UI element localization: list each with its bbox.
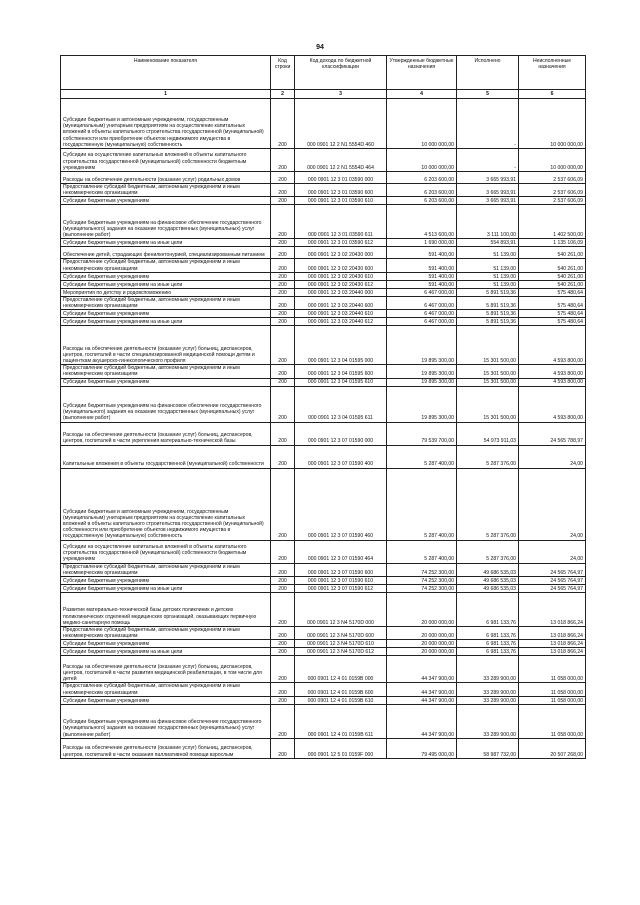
row-approved: 20 000 000,00 <box>387 593 457 627</box>
table-row <box>61 239 586 247</box>
row-name: Субсидии бюджетным учреждениям <box>61 310 271 318</box>
row-classification: 000 0901 12 4 01 0159B 611 <box>295 704 387 738</box>
column-number: 2 <box>271 90 295 99</box>
row-unexecuted: 2 537 606,09 <box>519 197 586 205</box>
row-code: 200 <box>271 704 295 738</box>
table-row <box>61 593 586 627</box>
row-code: 200 <box>271 310 295 318</box>
table-header-row <box>61 56 586 90</box>
row-approved: 6 467 000,00 <box>387 288 457 296</box>
row-code: 200 <box>271 563 295 576</box>
row-code: 200 <box>271 99 295 149</box>
column-number: 6 <box>519 90 586 99</box>
row-classification: 000 0901 12 3 02 20430 612 <box>295 280 387 288</box>
table-row <box>61 184 586 197</box>
row-name: Расходы на обеспечение деятельности (оказание услуг) больниц, диспансеров, центров, госпиталей в части развития медицинской реабилитации, в том числе для детей <box>61 656 271 683</box>
header-unexecuted: Неисполненные назначения <box>519 56 586 90</box>
row-unexecuted: 13 018 866,24 <box>519 640 586 648</box>
row-approved: 1 690 000,00 <box>387 239 457 247</box>
row-executed: 51 139,00 <box>457 259 519 272</box>
page-number: 94 <box>316 44 324 51</box>
row-classification: 000 0901 12 3 03 20440 610 <box>295 310 387 318</box>
row-unexecuted: 4 593 800,00 <box>519 386 586 422</box>
row-classification: 000 0901 12 3 01 03590 612 <box>295 239 387 247</box>
row-executed: 5 891 519,36 <box>457 296 519 309</box>
table-row <box>61 683 586 696</box>
table-row <box>61 704 586 738</box>
row-code: 200 <box>271 318 295 326</box>
row-unexecuted: 24,00 <box>519 468 586 540</box>
row-unexecuted: 1 135 106,09 <box>519 239 586 247</box>
row-executed: 6 981 133,76 <box>457 648 519 656</box>
row-name: Субсидии бюджетным и автономным учреждениям, государственным (муниципальным) унитарным предприятиям на осуществление капитальных вложений в объекты капитального строительства государственной (муниципальной) собственности или приобретение объектов недвижимого имущества в государственную (муниципальную) собственность <box>61 468 271 540</box>
row-code: 200 <box>271 540 295 563</box>
row-classification: 000 0901 12 3 04 01595 600 <box>295 365 387 378</box>
row-approved: 5 287 400,00 <box>387 445 457 468</box>
row-executed: 33 289 900,00 <box>457 656 519 683</box>
row-approved: 74 252 300,00 <box>387 563 457 576</box>
row-unexecuted: 11 058 000,00 <box>519 704 586 738</box>
row-code: 200 <box>271 738 295 758</box>
table-row <box>61 378 586 386</box>
row-executed: 3 665 993,91 <box>457 184 519 197</box>
row-classification: 000 0901 12 3 03 20440 000 <box>295 288 387 296</box>
row-name: Субсидии бюджетным учреждениям на иные цели <box>61 648 271 656</box>
row-code: 200 <box>271 648 295 656</box>
table-row <box>61 99 586 149</box>
row-unexecuted: 24 565 788,97 <box>519 422 586 445</box>
table-row <box>61 197 586 205</box>
row-name: Предоставление субсидий бюджетным, автономным учреждениям и иным некоммерческим организациям <box>61 296 271 309</box>
row-classification: 000 0901 12 3 07 01590 464 <box>295 540 387 563</box>
table-row <box>61 310 586 318</box>
table-row <box>61 296 586 309</box>
row-unexecuted: 2 537 606,09 <box>519 172 586 184</box>
row-executed: 15 301 500,00 <box>457 365 519 378</box>
row-executed: 3 665 993,91 <box>457 172 519 184</box>
row-unexecuted: 24 565 764,97 <box>519 577 586 585</box>
row-name: Субсидии бюджетным и автономным учреждениям, государственным (муниципальным) унитарным предприятиям на осуществление капитальных вложений в объекты капитального строительства государственной (муниципальной) собственности или приобретение объектов недвижимого имущества в государственную (муниципальную) собственность <box>61 99 271 149</box>
row-classification: 000 0901 12 5 01 0159F 000 <box>295 738 387 758</box>
row-classification: 000 0901 12 3 04 01595 610 <box>295 378 387 386</box>
table-row <box>61 696 586 704</box>
table-row <box>61 563 586 576</box>
row-approved: 591 400,00 <box>387 247 457 259</box>
row-code: 200 <box>271 149 295 172</box>
row-unexecuted: 540 261,00 <box>519 280 586 288</box>
row-code: 200 <box>271 239 295 247</box>
table-row <box>61 540 586 563</box>
row-approved: 6 467 000,00 <box>387 318 457 326</box>
row-unexecuted: 575 480,64 <box>519 288 586 296</box>
row-code: 200 <box>271 577 295 585</box>
row-executed: 6 981 133,76 <box>457 640 519 648</box>
table-row <box>61 280 586 288</box>
row-code: 200 <box>271 197 295 205</box>
row-approved: 44 347 900,00 <box>387 696 457 704</box>
row-unexecuted: 575 480,64 <box>519 296 586 309</box>
row-name: Субсидии на осуществление капитальных вложений в объекты капитального строительства государственной (муниципальной) собственности бюджетным учреждениям <box>61 540 271 563</box>
row-code: 200 <box>271 422 295 445</box>
row-unexecuted: 24,00 <box>519 445 586 468</box>
header-executed: Исполнено <box>457 56 519 90</box>
row-name: Капитальные вложения в объекты государственной (муниципальной) собственности <box>61 445 271 468</box>
row-approved: 591 400,00 <box>387 259 457 272</box>
row-approved: 591 400,00 <box>387 272 457 280</box>
table-row <box>61 172 586 184</box>
row-code: 200 <box>271 656 295 683</box>
row-unexecuted: 20 507 268,00 <box>519 738 586 758</box>
column-number: 4 <box>387 90 457 99</box>
row-name: Расходы на обеспечение деятельности (оказание услуг) родильных домов <box>61 172 271 184</box>
table-body <box>61 99 586 759</box>
table-row <box>61 627 586 640</box>
row-approved: 74 252 300,00 <box>387 577 457 585</box>
row-unexecuted: 575 480,64 <box>519 318 586 326</box>
row-unexecuted: 13 018 866,24 <box>519 593 586 627</box>
row-approved: 79 539 700,00 <box>387 422 457 445</box>
row-code: 200 <box>271 627 295 640</box>
table-row <box>61 422 586 445</box>
row-code: 200 <box>271 468 295 540</box>
table-row <box>61 386 586 422</box>
row-approved: 5 287 400,00 <box>387 540 457 563</box>
row-name: Расходы на обеспечение деятельности (оказание услуг) больниц, диспансеров, центров, госпиталей в части специализированной медицинской помощи детям и пациенткам акушерско-гинекологического профиля <box>61 326 271 365</box>
row-name: Субсидии бюджетным учреждениям на иные цели <box>61 585 271 593</box>
row-approved: 591 400,00 <box>387 280 457 288</box>
row-executed: 554 893,91 <box>457 239 519 247</box>
row-approved: 10 000 000,00 <box>387 149 457 172</box>
table-row <box>61 738 586 758</box>
row-name: Субсидии бюджетным учреждениям на финансовое обеспечение государственного (муниципального) задания на оказание государственных (муниципальных) услуг (выполнение работ) <box>61 704 271 738</box>
row-name: Субсидии бюджетным учреждениям <box>61 272 271 280</box>
row-unexecuted: 13 018 866,24 <box>519 627 586 640</box>
row-name: Предоставление субсидий бюджетным, автономным учреждениям и иным некоммерческим организациям <box>61 184 271 197</box>
row-classification: 000 0901 12 4 01 0159B 000 <box>295 656 387 683</box>
row-classification: 000 0901 12 3 03 20440 600 <box>295 296 387 309</box>
row-name: Субсидии бюджетным учреждениям на финансовое обеспечение государственного (муниципального) задания на оказание государственных (муниципальных) услуг (выполнение работ) <box>61 205 271 239</box>
row-unexecuted: 24,00 <box>519 540 586 563</box>
row-approved: 79 495 000,00 <box>387 738 457 758</box>
row-approved: 20 000 000,00 <box>387 627 457 640</box>
row-name: Субсидии бюджетным учреждениям <box>61 640 271 648</box>
row-code: 200 <box>271 296 295 309</box>
row-unexecuted: 10 000 000,00 <box>519 149 586 172</box>
header-name: Наименование показателя <box>61 56 271 90</box>
row-executed: 54 973 911,03 <box>457 422 519 445</box>
row-executed: 5 287 376,00 <box>457 468 519 540</box>
row-name: Предоставление субсидий бюджетным, автономным учреждениям и иным некоммерческим организациям <box>61 683 271 696</box>
row-executed: - <box>457 99 519 149</box>
budget-execution-table <box>60 55 586 759</box>
table-row <box>61 648 586 656</box>
table-row <box>61 272 586 280</box>
row-approved: 20 000 000,00 <box>387 640 457 648</box>
row-executed: 51 139,00 <box>457 247 519 259</box>
row-unexecuted: 4 593 800,00 <box>519 326 586 365</box>
row-classification: 000 0901 12 3 N4 5170D 000 <box>295 593 387 627</box>
row-classification: 000 0901 12 3 02 20430 000 <box>295 247 387 259</box>
row-unexecuted: 540 261,00 <box>519 259 586 272</box>
row-classification: 000 0901 12 2 N1 5554D 460 <box>295 99 387 149</box>
row-executed: 15 301 500,00 <box>457 378 519 386</box>
row-unexecuted: 24 565 764,97 <box>519 585 586 593</box>
column-number: 3 <box>295 90 387 99</box>
row-name: Предоставление субсидий бюджетным, автономным учреждениям и иным некоммерческим организациям <box>61 563 271 576</box>
row-unexecuted: 540 261,00 <box>519 272 586 280</box>
table-row <box>61 656 586 683</box>
row-approved: 5 287 400,00 <box>387 468 457 540</box>
row-code: 200 <box>271 184 295 197</box>
row-name: Развитие материально-технической базы детских поликлиник и детских поликлинических отделений медицинских организаций, оказывающих первичную медико-санитарную помощь <box>61 593 271 627</box>
row-classification: 000 0901 12 3 N4 5170D 610 <box>295 640 387 648</box>
row-executed: 15 301 500,00 <box>457 386 519 422</box>
row-classification: 000 0901 12 3 01 03590 000 <box>295 172 387 184</box>
row-unexecuted: 540 261,00 <box>519 247 586 259</box>
row-code: 200 <box>271 365 295 378</box>
row-classification: 000 0901 12 4 01 0159B 600 <box>295 683 387 696</box>
row-code: 200 <box>271 326 295 365</box>
row-approved: 10 000 000,00 <box>387 99 457 149</box>
row-classification: 000 0901 12 3 03 20440 612 <box>295 318 387 326</box>
row-unexecuted: 1 402 500,00 <box>519 205 586 239</box>
row-code: 200 <box>271 172 295 184</box>
column-number: 1 <box>61 90 271 99</box>
row-name: Субсидии бюджетным учреждениям <box>61 197 271 205</box>
row-classification: 000 0901 12 3 01 03590 600 <box>295 184 387 197</box>
row-classification: 000 0901 12 3 04 01595 000 <box>295 326 387 365</box>
row-unexecuted: 24 565 764,97 <box>519 563 586 576</box>
row-code: 200 <box>271 696 295 704</box>
row-classification: 000 0901 12 3 01 03590 611 <box>295 205 387 239</box>
row-unexecuted: 11 058 000,00 <box>519 683 586 696</box>
header-approved: Утвержденные бюджетные назначения <box>387 56 457 90</box>
row-executed: 49 686 535,03 <box>457 563 519 576</box>
row-name: Субсидии бюджетным учреждениям на иные цели <box>61 318 271 326</box>
row-approved: 19 895 300,00 <box>387 326 457 365</box>
row-approved: 19 895 300,00 <box>387 378 457 386</box>
row-classification: 000 0901 12 3 07 01590 612 <box>295 585 387 593</box>
row-approved: 6 467 000,00 <box>387 296 457 309</box>
header-classification: Код дохода по бюджетной классификации <box>295 56 387 90</box>
row-name: Мероприятия по детству и родовспоможению <box>61 288 271 296</box>
row-code: 200 <box>271 378 295 386</box>
table-row <box>61 577 586 585</box>
row-code: 200 <box>271 280 295 288</box>
row-executed: 51 139,00 <box>457 280 519 288</box>
row-name: Субсидии бюджетным учреждениям <box>61 378 271 386</box>
row-executed: - <box>457 149 519 172</box>
row-unexecuted: 575 480,64 <box>519 310 586 318</box>
table-row <box>61 205 586 239</box>
row-name: Предоставление субсидий бюджетным, автономным учреждениям и иным некоммерческим организациям <box>61 365 271 378</box>
row-classification: 000 0901 12 3 07 01590 000 <box>295 422 387 445</box>
row-classification: 000 0901 12 3 01 03590 610 <box>295 197 387 205</box>
row-classification: 000 0901 12 3 07 01590 400 <box>295 445 387 468</box>
row-code: 200 <box>271 640 295 648</box>
table-row <box>61 640 586 648</box>
row-name: Субсидии на осуществление капитальных вложений в объекты капитального строительства государственной (муниципальной) собственности бюджетным учреждениям <box>61 149 271 172</box>
row-name: Расходы на обеспечение деятельности (оказание услуг) больниц, диспансеров, центров, госпиталей в части укрепления материально-технической базы <box>61 422 271 445</box>
row-code: 200 <box>271 259 295 272</box>
row-executed: 5 287 376,00 <box>457 540 519 563</box>
column-number-row <box>61 90 586 99</box>
table-row <box>61 585 586 593</box>
row-classification: 000 0901 12 3 N4 5170D 612 <box>295 648 387 656</box>
row-classification: 000 0901 12 3 07 01590 600 <box>295 563 387 576</box>
row-approved: 44 347 900,00 <box>387 656 457 683</box>
row-unexecuted: 11 058 000,00 <box>519 656 586 683</box>
row-executed: 58 987 732,00 <box>457 738 519 758</box>
row-unexecuted: 10 000 000,00 <box>519 99 586 149</box>
row-code: 200 <box>271 288 295 296</box>
row-name: Субсидии бюджетным учреждениям <box>61 577 271 585</box>
row-code: 200 <box>271 593 295 627</box>
row-executed: 3 665 993,91 <box>457 197 519 205</box>
table-row <box>61 288 586 296</box>
row-approved: 4 513 600,00 <box>387 205 457 239</box>
row-name: Расходы на обеспечение деятельности (оказание услуг) больниц, диспансеров, центров, госпиталей в части оказания паллиативной помощи взрослым <box>61 738 271 758</box>
row-unexecuted: 2 537 606,09 <box>519 184 586 197</box>
row-executed: 15 301 500,00 <box>457 326 519 365</box>
row-executed: 5 891 519,36 <box>457 288 519 296</box>
row-name: Субсидии бюджетным учреждениям <box>61 696 271 704</box>
table-row <box>61 365 586 378</box>
row-executed: 5 891 519,36 <box>457 318 519 326</box>
row-executed: 33 289 900,00 <box>457 696 519 704</box>
row-code: 200 <box>271 272 295 280</box>
row-executed: 6 981 133,76 <box>457 593 519 627</box>
row-name: Предоставление субсидий бюджетным, автономным учреждениям и иным некоммерческим организациям <box>61 259 271 272</box>
row-unexecuted: 13 018 866,24 <box>519 648 586 656</box>
table-row <box>61 468 586 540</box>
row-classification: 000 0901 12 3 04 01595 611 <box>295 386 387 422</box>
row-unexecuted: 4 593 800,00 <box>519 365 586 378</box>
row-approved: 74 252 300,00 <box>387 585 457 593</box>
header-code: Код строки <box>271 56 295 90</box>
row-approved: 6 203 600,00 <box>387 184 457 197</box>
row-name: Обеспечение детей, страдающих фенилкетонурией, специализированным питанием <box>61 247 271 259</box>
row-approved: 19 895 300,00 <box>387 386 457 422</box>
row-classification: 000 0901 12 3 07 01590 610 <box>295 577 387 585</box>
row-executed: 3 111 100,00 <box>457 205 519 239</box>
column-number: 5 <box>457 90 519 99</box>
row-code: 200 <box>271 445 295 468</box>
row-code: 200 <box>271 683 295 696</box>
row-name: Предоставление субсидий бюджетным, автономным учреждениям и иным некоммерческим организациям <box>61 627 271 640</box>
row-approved: 6 203 600,00 <box>387 172 457 184</box>
table-row <box>61 318 586 326</box>
row-approved: 20 000 000,00 <box>387 648 457 656</box>
row-approved: 44 347 900,00 <box>387 683 457 696</box>
row-name: Субсидии бюджетным учреждениям на иные цели <box>61 280 271 288</box>
table-row <box>61 149 586 172</box>
table-row <box>61 445 586 468</box>
row-approved: 6 203 600,00 <box>387 197 457 205</box>
row-classification: 000 0901 12 3 07 01590 460 <box>295 468 387 540</box>
table-row <box>61 259 586 272</box>
row-classification: 000 0901 12 3 02 20430 610 <box>295 272 387 280</box>
row-executed: 51 139,00 <box>457 272 519 280</box>
row-executed: 33 289 900,00 <box>457 704 519 738</box>
row-classification: 000 0901 12 3 N4 5170D 600 <box>295 627 387 640</box>
row-approved: 19 895 300,00 <box>387 365 457 378</box>
row-code: 200 <box>271 386 295 422</box>
row-executed: 5 287 376,00 <box>457 445 519 468</box>
row-classification: 000 0901 12 4 01 0159B 610 <box>295 696 387 704</box>
row-name: Субсидии бюджетным учреждениям на финансовое обеспечение государственного (муниципального) задания на оказание государственных (муниципальных) услуг (выполнение работ) <box>61 386 271 422</box>
row-executed: 5 891 519,36 <box>457 310 519 318</box>
row-executed: 49 686 535,03 <box>457 577 519 585</box>
table-row <box>61 326 586 365</box>
row-executed: 6 981 133,76 <box>457 627 519 640</box>
table-row <box>61 247 586 259</box>
row-approved: 6 467 000,00 <box>387 310 457 318</box>
row-code: 200 <box>271 205 295 239</box>
row-approved: 44 347 900,00 <box>387 704 457 738</box>
row-classification: 000 0901 12 2 N1 5554D 464 <box>295 149 387 172</box>
row-code: 200 <box>271 247 295 259</box>
row-executed: 33 289 900,00 <box>457 683 519 696</box>
row-unexecuted: 4 593 800,00 <box>519 378 586 386</box>
row-unexecuted: 11 058 000,00 <box>519 696 586 704</box>
row-executed: 49 686 535,03 <box>457 585 519 593</box>
row-code: 200 <box>271 585 295 593</box>
row-name: Субсидии бюджетным учреждениям на иные цели <box>61 239 271 247</box>
row-classification: 000 0901 12 3 02 20430 600 <box>295 259 387 272</box>
